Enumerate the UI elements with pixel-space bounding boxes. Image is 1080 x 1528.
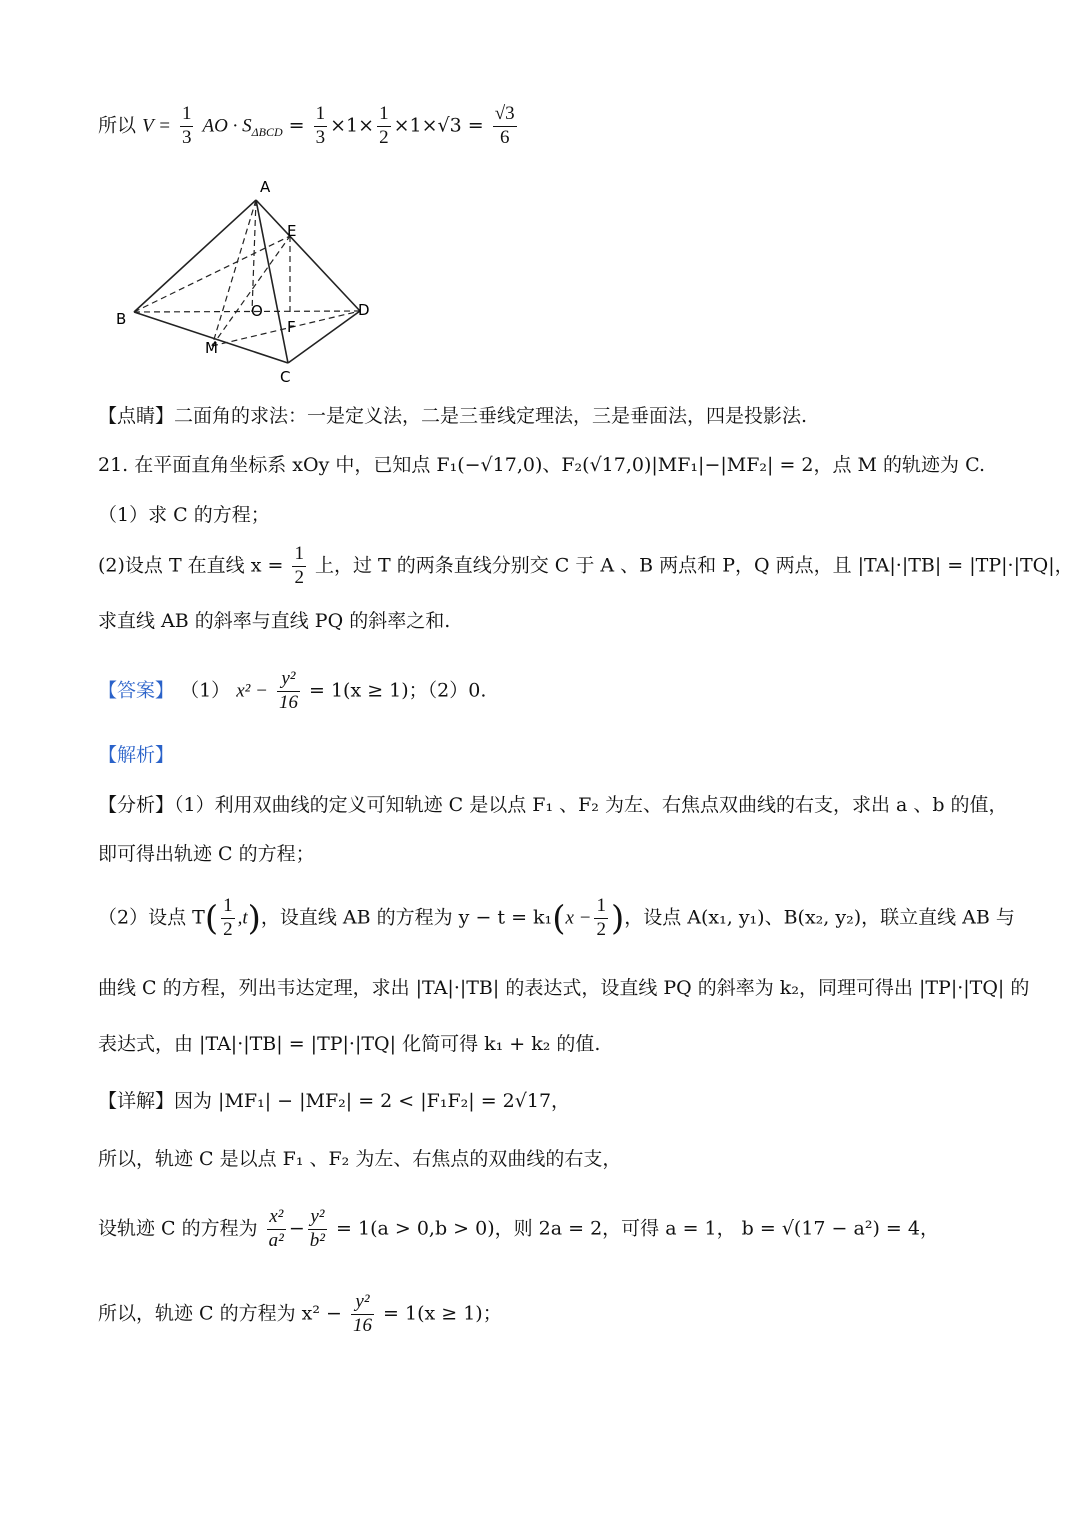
label-o: O <box>251 302 263 320</box>
fenxi-line-5: 表达式，由 |TA|·|TB| = |TP|·|TQ| 化简可得 k₁ + k₂ 的值. <box>98 1033 601 1055</box>
xiangjie-line-3b: = 1(a > 0,b > 0)，则 2a = 2，可得 a = 1， b = √(17 − a²) = 4， <box>336 1217 939 1240</box>
xiangjie-line-2: 所以，轨迹 C 是以点 F₁ 、F₂ 为左、右焦点的双曲线的右支， <box>98 1148 622 1170</box>
label-d: D <box>358 301 370 319</box>
paren-open: ( <box>204 898 219 939</box>
answer-fraction: $\frac{\text{y²}}{16}$ <box>278 668 298 713</box>
line-am <box>212 200 256 346</box>
xiangjie-line-3a: 设轨迹 C 的方程为 <box>98 1217 258 1240</box>
paren-open-2: ( <box>552 898 566 939</box>
result-fraction: $\frac{√3}{6}$ <box>494 103 515 148</box>
edge-ad <box>256 200 360 311</box>
label-m: M <box>205 339 218 357</box>
xiangjie-fraction-y2-16: $\frac{\text{y²}}{16}$ <box>353 1291 372 1336</box>
paren-close-2: ) <box>610 898 625 939</box>
problem-21-statement: 21. 在平面直角坐标系 xOy 中，已知点 F₁(−√17,0)、F₂(√17,0)|MF₁|−|MF₂| = 2，点 M 的轨迹为 C. <box>98 454 985 476</box>
line-me <box>212 236 290 346</box>
problem-21-question-2-cont: 求直线 AB 的斜率与直线 PQ 的斜率之和. <box>98 610 451 632</box>
xiangjie-tag: 【详解】 <box>98 1090 175 1112</box>
xiangjie-line-1 <box>98 1092 570 1111</box>
xiangjie-line-4 <box>98 1291 502 1338</box>
xiangjie-line-4b: = 1(x ≥ 1)； <box>383 1302 502 1325</box>
xiangjie-minus: − <box>288 1217 305 1240</box>
fenxi-line-3d: x − <box>565 907 592 929</box>
fenxi-fraction-half: $\frac{1}{2}$ <box>223 895 233 940</box>
volume-prefix: 所以 <box>98 114 137 137</box>
equals-sign: = <box>288 114 305 137</box>
answer-line <box>98 668 486 715</box>
fenxi-line-1 <box>98 796 1008 815</box>
label-b: B <box>116 310 127 328</box>
xiangjie-fraction-y2-b2: $\frac{\text{y²}}{\text{b²}}$ <box>309 1206 325 1251</box>
q2-fraction-half: $\frac{1}{2}$ <box>294 543 304 588</box>
volume-lhs: V = <box>142 115 171 137</box>
xiangjie-line-3 <box>98 1206 939 1253</box>
fraction-one-third-2: $\frac{1}{3}$ <box>315 103 326 148</box>
dianjing-text: 二面角的求法：一是定义法，二是三垂线定理法，三是垂面法，四是投影法. <box>174 405 808 427</box>
problem-21-question-2 <box>98 543 1074 590</box>
answer-eq-a: x² − <box>236 680 268 702</box>
line-ao <box>252 200 256 312</box>
fenxi-line-4: 曲线 C 的方程，列出韦达定理，求出 |TA|·|TB| 的表达式，设直线 PQ 的斜率为 k₂，同理可得出 |TP|·|TQ| 的 <box>98 977 1030 999</box>
paren-close: ) <box>247 898 261 939</box>
fraction-one-third: $\frac{1}{3}$ <box>181 103 192 148</box>
label-f: F <box>287 318 296 336</box>
q2-part-a: (2)设点 T 在直线 x = <box>98 554 284 577</box>
equals-sign-2: = <box>467 114 484 137</box>
dianjing-tag: 【点睛】 <box>98 405 175 427</box>
fenxi-line-3e: ，设点 A(x₁, y₁)、B(x₂, y₂)，联立直线 AB 与 <box>624 906 1015 929</box>
fenxi-line-3c: ，设直线 AB 的方程为 y − t = k₁ <box>260 906 553 929</box>
jiexi-tag: 【解析】 <box>98 744 175 766</box>
fenxi-line-2: 即可得出轨迹 C 的方程； <box>98 843 315 865</box>
fenxi-fraction-half-2: $\frac{1}{2}$ <box>596 895 606 940</box>
fenxi-line-3b: ,t <box>237 907 248 929</box>
label-a: A <box>260 178 271 196</box>
label-e: E <box>287 222 297 240</box>
answer-eq-b: = 1(x ≥ 1)；（2）0. <box>309 679 487 702</box>
fenxi-text-1: （1）利用双曲线的定义可知轨迹 C 是以点 F₁ 、F₂ 为左、右焦点双曲线的右支，求出 a 、b 的值， <box>174 794 1008 816</box>
sqrt-three: √3 <box>437 114 462 137</box>
line-be <box>134 236 290 312</box>
volume-formula-line <box>98 103 520 150</box>
fenxi-line-3 <box>98 895 1015 942</box>
ao-s-term: AO · S <box>202 115 252 137</box>
xiangjie-fraction-x2-a2: $\frac{\text{x²}}{\text{a²}}$ <box>268 1206 284 1251</box>
edge-bd-hidden <box>134 311 360 312</box>
xiangjie-text-1: 因为 |MF₁| − |MF₂| = 2 < |F₁F₂| = 2√17， <box>174 1090 571 1112</box>
edge-cd <box>288 311 360 363</box>
tetrahedron-figure <box>110 172 380 387</box>
q2-part-b: 上，过 T 的两条直线分别交 C 于 A 、B 两点和 P，Q 两点，且 |TA|·|TB| = |TP|·|TQ|， <box>314 554 1074 577</box>
times-term-1: ×1× <box>330 114 375 137</box>
edge-ac <box>256 200 288 363</box>
xiangjie-line-4a: 所以，轨迹 C 的方程为 x² − <box>98 1302 342 1325</box>
fenxi-line-3a: （2）设点 T <box>98 906 205 929</box>
answer-tag: 【答案】 <box>98 679 175 702</box>
times-term-2: ×1× <box>393 114 438 137</box>
fenxi-tag: 【分析】 <box>98 794 175 816</box>
fraction-one-half: $\frac{1}{2}$ <box>379 103 389 148</box>
problem-21-question-1: （1）求 C 的方程； <box>98 504 270 526</box>
dianjing-line <box>98 407 807 426</box>
bcd-subscript: ΔBCD <box>251 125 283 140</box>
edge-ab <box>134 200 256 312</box>
answer-part-1-label: （1） <box>180 679 231 702</box>
line-md <box>212 311 360 346</box>
label-c: C <box>280 368 291 386</box>
